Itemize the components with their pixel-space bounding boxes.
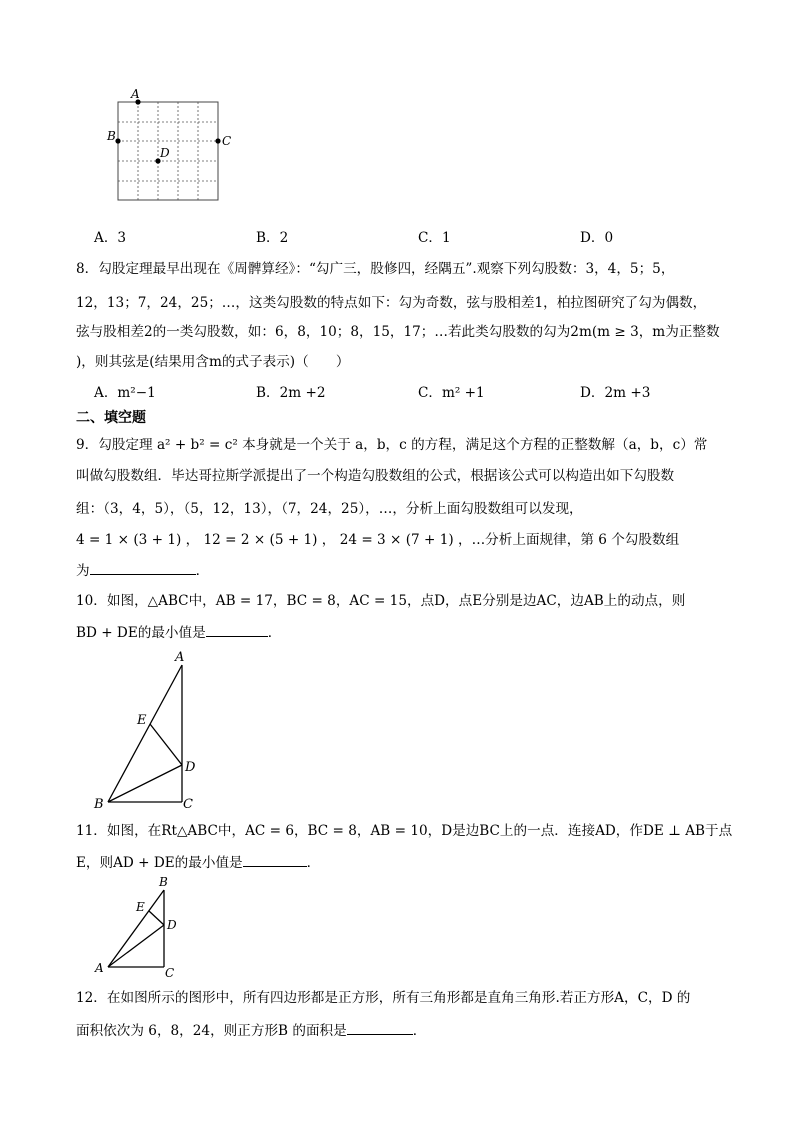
q8-line-2: 12，13；7，24，25；…，这类勾股数的特点如下：勾为奇数，弦与股相差1，柏拉图研究了勾为偶数， [76, 295, 707, 311]
q12-line-2 [76, 1020, 426, 1041]
q11-prompt: E，则AD + DE的最小值是 [76, 855, 243, 871]
section-title: 二、填空题 [76, 410, 146, 426]
point-c [215, 138, 220, 143]
q9-tail: ． [195, 563, 210, 579]
q12-line-1: 12．在如图所示的图形中，所有四边形都是正方形，所有三角形都是直角三角形.若正方形A，C，D 的 [76, 990, 691, 1006]
q7-option-c[interactable]: C．1 [418, 230, 451, 246]
q11-line-1: 11．如图，在Rt△ABC中，AC = 6，BC = 8，AB = 10，D是边BC上的一点．连接AD，作DE ⊥ AB于点 [76, 823, 733, 839]
q10-line-2 [76, 622, 281, 643]
q9-answer-blank[interactable] [90, 560, 196, 575]
q7-option-a[interactable]: A．3 [94, 230, 127, 246]
q7-option-b[interactable]: B．2 [256, 230, 289, 246]
q9-answer-prefix: 为 [76, 563, 90, 579]
q9-line-4: 4 = 1 × (3 + 1) ， 12 = 2 × (5 + 1) ， 24 = 3 × (7 + 1) ，…分析上面规律，第 6 个勾股数组 [76, 532, 680, 548]
label-a: A [131, 87, 140, 101]
label-d: D [167, 918, 177, 932]
segment-de [150, 724, 182, 765]
label-a: A [95, 961, 104, 975]
q9-line-3: 组：（3，4，5），（5，12，13），（7，24，25），…，分析上面勾股数组可以发现， [76, 501, 583, 517]
q10-answer-blank[interactable] [206, 622, 268, 637]
q8-line-4: )，则其弦是(结果用含m的式子表示)（ ） [76, 354, 350, 370]
label-d: D [185, 760, 196, 775]
q12-prompt: 面积依次为 6，8，24，则正方形B 的面积是 [76, 1023, 347, 1039]
q8-line-1: 8．勾股定理最早出现在《周髀算经》：“勾广三，股修四，经隅五”.观察下列勾股数：3，4，5；5， [76, 261, 675, 277]
label-c: C [183, 797, 193, 812]
segment-de [149, 911, 164, 925]
label-b: B [159, 875, 168, 889]
q11-triangle-figure [90, 873, 190, 983]
q9-line-1: 9．勾股定理 a² + b² = c² 本身就是一个关于 a，b，c 的方程，满足这个方程的正整数解（a，b，c）常 [76, 437, 708, 453]
q9-line-5 [76, 560, 209, 581]
label-e: E [136, 900, 145, 914]
q8-option-c[interactable]: C．m² +1 [418, 385, 485, 401]
label-b: B [107, 129, 116, 143]
q11-tail: ． [306, 855, 321, 871]
q10-line-1: 10．如图，△ABC中，AB = 17，BC = 8，AC = 15，点D，点E分别是边AC，边AB上的动点，则 [76, 593, 686, 609]
q8-option-b[interactable]: B．2m +2 [256, 385, 326, 401]
segment-ad [108, 925, 164, 967]
label-e: E [137, 713, 147, 728]
q12-answer-blank[interactable] [347, 1020, 413, 1035]
side-ab [108, 665, 182, 802]
q8-option-a[interactable]: A．m²−1 [94, 385, 156, 401]
q11-answer-blank[interactable] [243, 852, 307, 867]
q11-line-2 [76, 852, 320, 873]
q10-tail: ． [267, 625, 282, 641]
label-a: A [175, 650, 185, 665]
label-b: B [94, 797, 104, 812]
segment-bd [108, 765, 182, 802]
q10-prompt: BD + DE的最小值是 [76, 625, 206, 641]
q8-line-3: 弦与股相差2的一类勾股数，如：6，8，10；8，15，17；…若此类勾股数的勾为2m(m ≥ 3，m为正整数 [76, 324, 720, 340]
q7-option-d[interactable]: D．0 [580, 230, 614, 246]
label-d: D [160, 146, 170, 160]
q12-tail: ． [412, 1023, 427, 1039]
point-b [115, 138, 120, 143]
q10-triangle-figure [90, 645, 205, 815]
grid-figure [100, 85, 240, 207]
label-c: C [165, 966, 175, 980]
label-c: C [222, 134, 232, 148]
q9-line-2: 叫做勾股数组．毕达哥拉斯学派提出了一个构造勾股数组的公式，根据该公式可以构造出如下勾股数 [76, 468, 675, 484]
q8-option-d[interactable]: D．2m +3 [580, 385, 651, 401]
